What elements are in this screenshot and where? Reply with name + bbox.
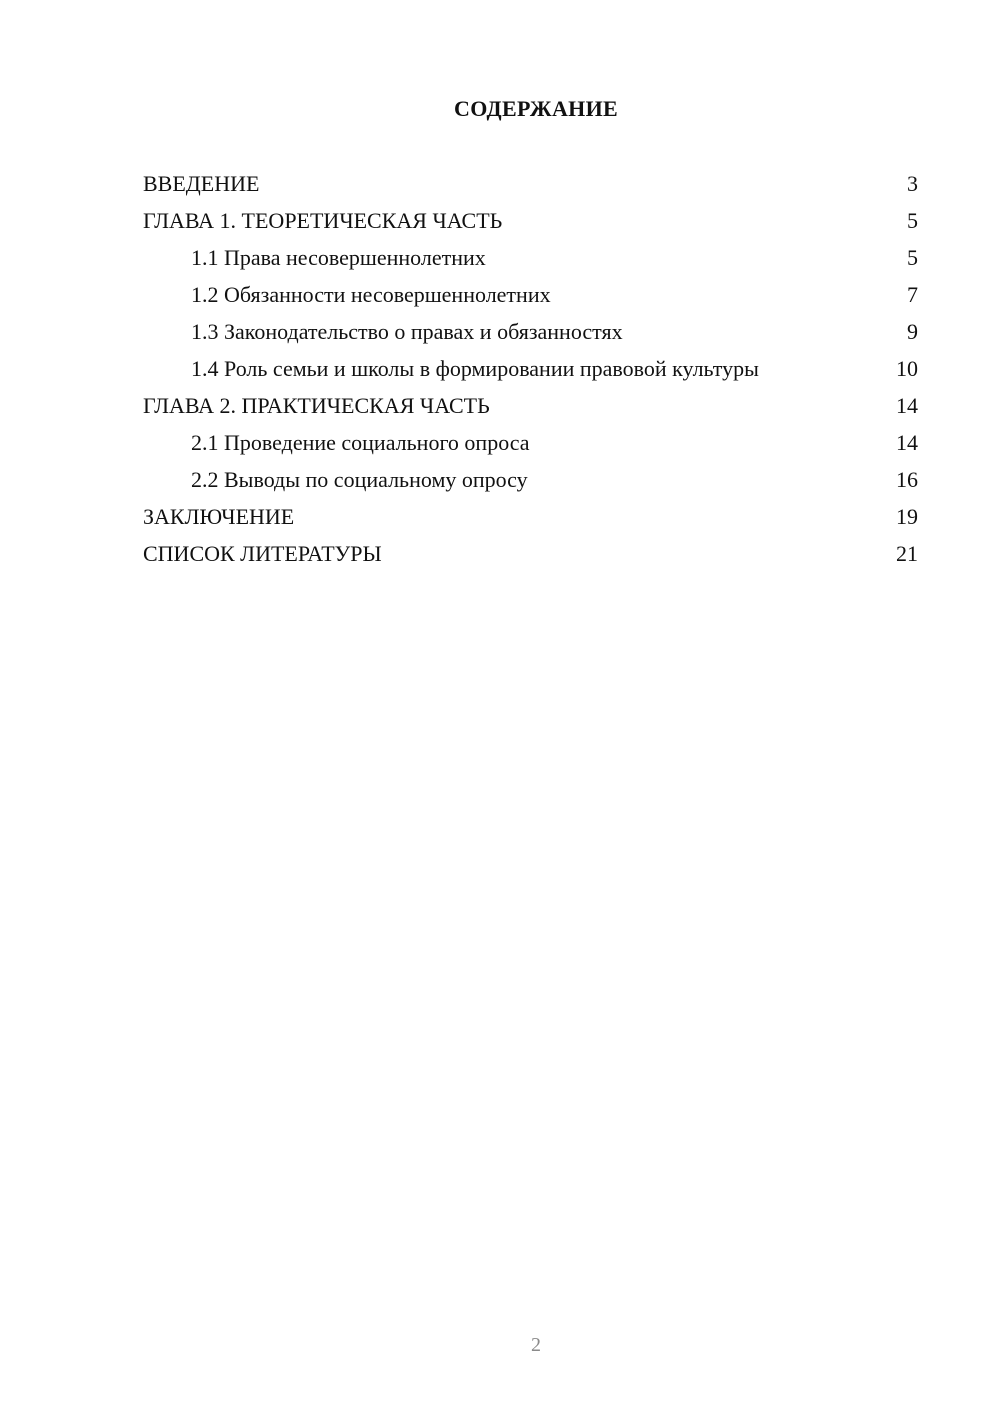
toc-entry-page: 16 [896,467,918,492]
toc-entry-label: 2.2 Выводы по социальному опросу [191,467,528,492]
toc-entry-label: ГЛАВА 1. ТЕОРЕТИЧЕСКАЯ ЧАСТЬ [143,208,503,233]
toc-entry-introduction[interactable] [143,170,918,197]
toc-entry-page: 9 [907,319,918,344]
toc-entry-label: СПИСОК ЛИТЕРАТУРЫ [143,541,382,566]
toc-entry-page: 21 [896,541,918,566]
toc-entry-page: 19 [896,504,918,529]
toc-entry-section-2-1[interactable] [143,429,918,456]
toc-entry-section-1-4[interactable] [143,355,918,382]
toc-entry-page: 5 [907,208,918,233]
toc-entry-page: 14 [896,393,918,418]
toc-entry-label: 1.3 Законодательство о правах и обязанностях [191,319,623,344]
toc-entry-label: 1.1 Права несовершеннолетних [191,245,486,270]
toc-entry-page: 5 [907,245,918,270]
page-number: 2 [531,1334,541,1356]
page-title: СОДЕРЖАНИЕ [454,96,618,121]
toc-entry-page: 3 [907,171,918,196]
toc-entry-page: 10 [896,356,918,381]
toc-entry-label: ЗАКЛЮЧЕНИЕ [143,504,295,529]
toc-entry-label: 2.1 Проведение социального опроса [191,430,530,455]
toc-entry-section-1-1[interactable] [143,244,918,271]
toc-entry-label: 1.2 Обязанности несовершеннолетних [191,282,551,307]
toc-entry-section-2-2[interactable] [143,466,918,493]
toc-entry-label: ВВЕДЕНИЕ [143,171,260,196]
toc-entry-chapter-1[interactable] [143,207,918,234]
toc-entry-chapter-2[interactable] [143,392,918,419]
table-of-contents [143,170,918,577]
toc-entry-section-1-3[interactable] [143,318,918,345]
toc-entry-conclusion[interactable] [143,503,918,530]
toc-entry-label: ГЛАВА 2. ПРАКТИЧЕСКАЯ ЧАСТЬ [143,393,490,418]
toc-entry-label: 1.4 Роль семьи и школы в формировании правовой культуры [191,356,759,381]
toc-entry-page: 14 [896,430,918,455]
toc-entry-section-1-2[interactable] [143,281,918,308]
toc-entry-page: 7 [907,282,918,307]
toc-entry-bibliography[interactable] [143,540,918,567]
